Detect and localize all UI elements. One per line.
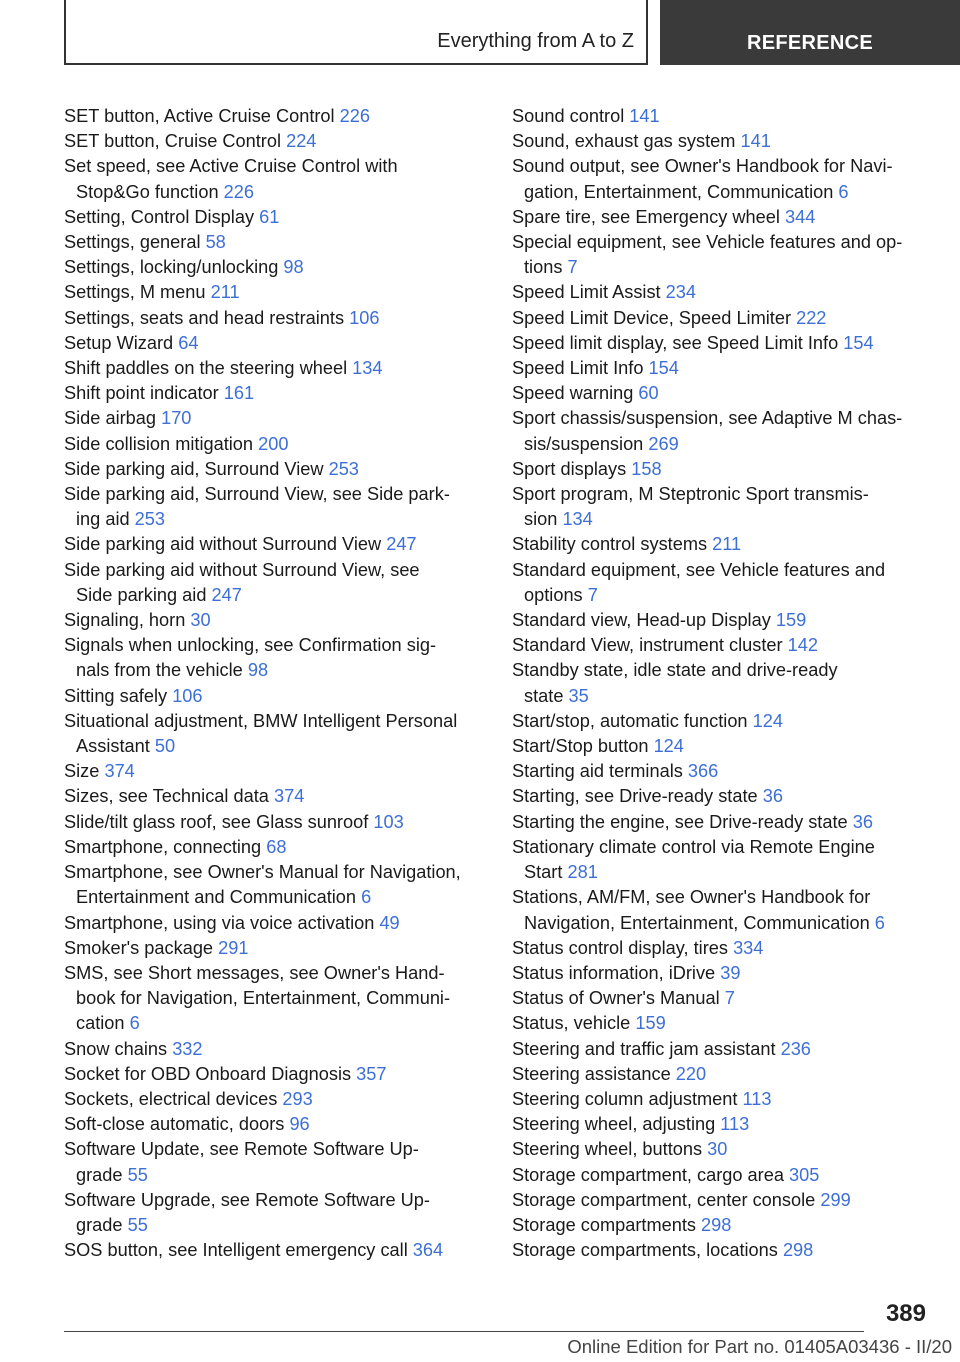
- index-entry: [512, 936, 932, 961]
- index-entry: [512, 709, 932, 734]
- index-entry: [64, 230, 484, 255]
- index-entry: [512, 129, 932, 154]
- index-entry: [64, 684, 484, 709]
- index-entry-text: Storage compartment, cargo area: [512, 1164, 784, 1185]
- index-entry: [512, 986, 932, 1011]
- index-entry-text: Side parking aid without Surround View, see: [64, 559, 420, 580]
- index-page-link[interactable]: 298: [701, 1214, 732, 1235]
- index-entry: [64, 936, 484, 961]
- index-page-link[interactable]: 281: [567, 862, 598, 883]
- index-page-link[interactable]: 6: [361, 887, 372, 908]
- header-chapter-title: REFERENCE: [746, 32, 874, 54]
- index-entry: [512, 1163, 932, 1188]
- index-entry-text: Settings, M menu: [64, 282, 206, 303]
- index-entry-text: Standard equipment, see Vehicle features and: [512, 559, 886, 580]
- index-page-link[interactable]: 159: [635, 1013, 666, 1034]
- index-page-link[interactable]: 142: [787, 635, 819, 656]
- index-entry-text: Size: [64, 761, 100, 782]
- index-entry: [512, 1213, 932, 1238]
- index-page-link[interactable]: 124: [653, 736, 684, 757]
- index-entry: [64, 205, 484, 230]
- index-page-link[interactable]: 61: [259, 206, 280, 227]
- index-page-link[interactable]: 39: [720, 962, 741, 983]
- index-entry-text: Steering assistance: [512, 1063, 671, 1084]
- index-entry-text: Side parking aid, Surround View: [64, 458, 324, 479]
- index-entry: [64, 306, 484, 331]
- index-entry-text: Shift point indicator: [64, 383, 219, 404]
- index-entry-text: Stability control systems: [512, 534, 708, 555]
- index-entry: [64, 104, 484, 129]
- index-page-link[interactable]: 96: [289, 1114, 310, 1135]
- index-page-link[interactable]: 113: [720, 1114, 750, 1135]
- index-entry-text: Standard View, instrument cluster: [512, 635, 783, 656]
- index-entry-text: Sizes, see Technical data: [64, 786, 269, 807]
- index-page-link[interactable]: 58: [205, 232, 226, 253]
- index-entry-text: Side parking aid, Surround View, see Side park-: [64, 484, 450, 505]
- index-entry-text: Smartphone, connecting: [64, 836, 262, 857]
- index-entry-text: Special equipment, see Vehicle features and op-: [512, 232, 903, 253]
- index-page-link[interactable]: 253: [328, 458, 359, 479]
- index-entry: [64, 1037, 484, 1062]
- index-entry-text: Software Upgrade, see Remote Software Up-: [64, 1189, 430, 1210]
- index-page-link[interactable]: 234: [665, 282, 697, 303]
- index-page-link[interactable]: 68: [266, 836, 287, 857]
- index-page-link[interactable]: 6: [838, 181, 849, 202]
- index-entry-text: nals from the vehicle: [76, 660, 243, 681]
- index-entry-text: Sound output, see Owner's Handbook for Navi-: [512, 156, 893, 177]
- index-page-link[interactable]: 159: [775, 610, 807, 631]
- index-entry-text: Standby state, idle state and drive-ready: [512, 660, 838, 681]
- index-entry-text: Stationary climate control via Remote Engine: [512, 836, 875, 857]
- index-page-link[interactable]: 344: [784, 206, 816, 227]
- index-entry: [64, 381, 484, 406]
- index-page-link[interactable]: 55: [127, 1214, 148, 1235]
- index-page-link[interactable]: 60: [638, 383, 659, 404]
- index-page-link[interactable]: 103: [373, 811, 404, 832]
- header-section-title: Everything from A to Z: [437, 30, 634, 52]
- index-entry-text: grade: [76, 1214, 123, 1235]
- index-entry-text: Stations, AM/FM, see Owner's Handbook for: [512, 887, 871, 908]
- index-entry: [512, 961, 932, 986]
- index-entry: [512, 1037, 932, 1062]
- index-entry-text: Start/Stop button: [512, 736, 649, 757]
- index-entry-text: Settings, seats and head restraints: [64, 307, 345, 328]
- index-entry: [512, 154, 932, 204]
- index-entry-text: Stop&Go function: [76, 181, 219, 202]
- index-entry-text: cation: [76, 1013, 125, 1034]
- index-entry: [64, 532, 484, 557]
- index-entry-text: Setting, Control Display: [64, 206, 255, 227]
- index-entry: [512, 1087, 932, 1112]
- index-page-link[interactable]: 7: [587, 584, 598, 605]
- index-page-link[interactable]: 291: [218, 937, 249, 958]
- index-entry-text: Slide/tilt glass roof, see Glass sunroof: [64, 811, 369, 832]
- index-entry-text: tions: [524, 257, 563, 278]
- index-page-link[interactable]: 98: [283, 257, 304, 278]
- index-page-link[interactable]: 334: [733, 937, 764, 958]
- index-entry-text: Speed limit display, see Speed Limit Info: [512, 332, 839, 353]
- index-entry-text: Start: [524, 862, 563, 883]
- index-entry: [512, 1137, 932, 1162]
- index-page-link[interactable]: 211: [712, 534, 742, 555]
- header-section-tab: [64, 0, 648, 65]
- index-entry-text: Assistant: [76, 736, 150, 757]
- index-entry-text: Storage compartments, locations: [512, 1240, 778, 1261]
- index-entry: [512, 306, 932, 331]
- index-entry-text: SET button, Active Cruise Control: [64, 106, 335, 126]
- index-page-link[interactable]: 374: [104, 761, 135, 782]
- index-page-link[interactable]: 6: [874, 912, 885, 933]
- index-page-link[interactable]: 55: [127, 1164, 148, 1185]
- index-entry-text: Starting the engine, see Drive-ready state: [512, 811, 848, 832]
- index-entry-text: options: [524, 584, 583, 605]
- index-entry: [512, 1112, 932, 1137]
- index-page-link[interactable]: 364: [412, 1240, 444, 1261]
- index-page-link[interactable]: 141: [629, 106, 660, 126]
- index-page-link[interactable]: 332: [172, 1038, 203, 1059]
- index-page-link[interactable]: 200: [258, 433, 289, 454]
- index-entry-text: Side parking aid without Surround View: [64, 534, 382, 555]
- index-entry-text: Sockets, electrical devices: [64, 1088, 278, 1109]
- index-entry: [64, 709, 484, 759]
- index-page-link[interactable]: 36: [852, 811, 873, 832]
- index-entry-text: Software Update, see Remote Software Up-: [64, 1139, 419, 1160]
- index-entry-text: sis/suspension: [524, 433, 644, 454]
- footer-edition-note: Online Edition for Part no. 01405A03436 - II/20: [567, 1336, 952, 1357]
- index-page-link[interactable]: 30: [707, 1139, 728, 1160]
- index-entry-text: Shift paddles on the steering wheel: [64, 358, 348, 379]
- index-entry: [64, 482, 484, 532]
- index-entry-text: Steering and traffic jam assistant: [512, 1038, 776, 1059]
- index-entry: [64, 759, 484, 784]
- index-entry-text: grade: [76, 1164, 123, 1185]
- index-column-right: [512, 104, 932, 1263]
- index-page-link[interactable]: 253: [134, 509, 166, 530]
- index-entry: [64, 633, 484, 683]
- index-entry-text: Sound control: [512, 106, 625, 126]
- index-page-link[interactable]: 305: [789, 1164, 820, 1185]
- index-entry: [64, 457, 484, 482]
- index-entry-text: Entertainment and Communication: [76, 887, 357, 908]
- index-entry-text: Status, vehicle: [512, 1013, 631, 1034]
- index-entry: [64, 961, 484, 1037]
- index-page-link[interactable]: 170: [161, 408, 192, 429]
- index-entry-text: ing aid: [76, 509, 130, 530]
- index-entry: [512, 885, 932, 935]
- index-page-link[interactable]: 298: [782, 1240, 814, 1261]
- index-entry-text: Sport chassis/suspension, see Adaptive M chas-: [512, 408, 903, 429]
- index-entry-text: Soft-close automatic, doors: [64, 1114, 285, 1135]
- index-entry: [512, 759, 932, 784]
- index-entry-text: Speed warning: [512, 383, 634, 404]
- index-page-link[interactable]: 236: [780, 1038, 811, 1059]
- index-page-link[interactable]: 124: [752, 710, 783, 731]
- index-entry-text: Speed Limit Device, Speed Limiter: [512, 307, 792, 328]
- index-page-link[interactable]: 293: [282, 1088, 313, 1109]
- index-entry: [64, 406, 484, 431]
- index-entry-text: Start/stop, automatic function: [512, 710, 748, 731]
- index-entry-text: Side parking aid: [76, 584, 207, 605]
- index-entry-text: Sport displays: [512, 458, 627, 479]
- index-entry: [64, 356, 484, 381]
- index-entry-text: Set speed, see Active Cruise Control with: [64, 156, 398, 177]
- index-page-link[interactable]: 220: [675, 1063, 707, 1084]
- index-entry-text: Storage compartment, center console: [512, 1189, 816, 1210]
- index-page-link[interactable]: 36: [762, 786, 783, 807]
- index-entry: [512, 734, 932, 759]
- index-page-link[interactable]: 224: [286, 131, 317, 152]
- index-entry: [512, 205, 932, 230]
- index-entry-text: Standard view, Head-up Display: [512, 610, 771, 631]
- index-entry-text: Speed Limit Info: [512, 358, 644, 379]
- index-entry: [512, 658, 932, 708]
- index-page-link[interactable]: 226: [339, 106, 371, 126]
- index-entry-text: Storage compartments: [512, 1214, 696, 1235]
- index-entry-text: SET button, Cruise Control: [64, 131, 282, 152]
- index-entry: [64, 1137, 484, 1187]
- index-entry: [512, 381, 932, 406]
- index-entry-text: Smartphone, see Owner's Manual for Navigation,: [64, 862, 461, 883]
- index-page-link[interactable]: 113: [742, 1088, 772, 1109]
- index-entry-text: SMS, see Short messages, see Owner's Hand-: [64, 962, 445, 983]
- index-entry-text: Status control display, tires: [512, 937, 728, 958]
- index-entry: [512, 457, 932, 482]
- index-entry: [64, 784, 484, 809]
- index-page-link[interactable]: 211: [210, 282, 240, 303]
- index-entry-text: Settings, general: [64, 232, 201, 253]
- index-entry-text: Speed Limit Assist: [512, 282, 661, 303]
- index-entry: [64, 1188, 484, 1238]
- index-entry: [64, 558, 484, 608]
- index-entry: [64, 860, 484, 910]
- header-chapter-tab: [660, 0, 960, 65]
- index-entry-text: Snow chains: [64, 1038, 168, 1059]
- footer-divider: [64, 1331, 864, 1332]
- index-entry: [512, 784, 932, 809]
- index-page-link[interactable]: 161: [223, 383, 255, 404]
- index-entry-text: Starting, see Drive-ready state: [512, 786, 758, 807]
- index-entry-text: Status information, iDrive: [512, 962, 716, 983]
- index-page-link[interactable]: 98: [247, 660, 269, 681]
- index-entry-text: Settings, locking/unlocking: [64, 257, 279, 278]
- index-entry: [512, 1238, 932, 1263]
- index-entry-text: Status of Owner's Manual: [512, 988, 720, 1009]
- index-page-link[interactable]: 7: [724, 988, 735, 1009]
- index-entry-text: sion: [524, 509, 558, 530]
- index-page-link[interactable]: 247: [386, 534, 417, 555]
- index-entry-text: Sound, exhaust gas system: [512, 131, 736, 152]
- index-entry: [512, 1188, 932, 1213]
- index-entry: [64, 432, 484, 457]
- index-page-link[interactable]: 134: [562, 509, 593, 530]
- index-page-link[interactable]: 64: [178, 332, 199, 353]
- index-entry-text: Steering wheel, adjusting: [512, 1114, 716, 1135]
- index-entry-text: Signaling, horn: [64, 610, 186, 631]
- index-page-link[interactable]: 357: [356, 1063, 387, 1084]
- index-page-link[interactable]: 269: [648, 433, 679, 454]
- index-entry-text: Side airbag: [64, 408, 157, 429]
- index-page-link[interactable]: 247: [211, 584, 242, 605]
- index-entry-text: gation, Entertainment, Communication: [524, 181, 834, 202]
- index-entry-text: Socket for OBD Onboard Diagnosis: [64, 1063, 352, 1084]
- index-entry: [512, 331, 932, 356]
- index-entry-text: Starting aid terminals: [512, 761, 683, 782]
- index-entry-text: Side collision mitigation: [64, 433, 254, 454]
- index-page-link[interactable]: 6: [129, 1013, 140, 1034]
- index-page-link[interactable]: 154: [843, 332, 874, 353]
- index-entry: [512, 406, 932, 456]
- index-entry: [512, 482, 932, 532]
- index-entry: [64, 129, 484, 154]
- index-entry: [512, 1011, 932, 1036]
- index-entry: [64, 608, 484, 633]
- index-entry-text: Navigation, Entertainment, Communication: [524, 912, 870, 933]
- index-page-link[interactable]: 35: [568, 685, 589, 706]
- index-entry: [64, 1238, 484, 1263]
- index-entry: [512, 633, 932, 658]
- index-entry-text: state: [524, 685, 564, 706]
- index-entry-text: Steering column adjustment: [512, 1088, 738, 1109]
- index-entry: [512, 1062, 932, 1087]
- index-page-link[interactable]: 7: [567, 257, 578, 278]
- index-page-link[interactable]: 299: [820, 1189, 851, 1210]
- index-entry: [64, 911, 484, 936]
- index-page-link[interactable]: 134: [352, 358, 383, 379]
- index-entry: [512, 280, 932, 305]
- index-entry-text: SOS button, see Intelligent emergency call: [64, 1240, 408, 1261]
- index-entry: [512, 532, 932, 557]
- index-page-link[interactable]: 50: [154, 736, 176, 757]
- index-page-link[interactable]: 226: [223, 181, 254, 202]
- index-entry: [64, 1087, 484, 1112]
- index-entry-text: Sport program, M Steptronic Sport transmis-: [512, 484, 869, 505]
- index-page-link[interactable]: 30: [190, 610, 211, 631]
- index-entry-text: book for Navigation, Entertainment, Communi-: [76, 988, 451, 1009]
- index-entry-text: Signals when unlocking, see Confirmation sig-: [64, 635, 437, 656]
- index-page-link[interactable]: 141: [740, 131, 771, 152]
- index-entry-text: Sitting safely: [64, 685, 168, 706]
- index-entry-text: Setup Wizard: [64, 332, 174, 353]
- index-page-link[interactable]: 158: [631, 458, 662, 479]
- index-page-link[interactable]: 106: [349, 307, 380, 328]
- index-entry: [64, 154, 484, 204]
- index-entry: [64, 331, 484, 356]
- index-entry: [64, 810, 484, 835]
- index-entry: [64, 1112, 484, 1137]
- index-entry: [512, 230, 932, 280]
- page-number: 389: [885, 1300, 926, 1327]
- index-page-link[interactable]: 154: [648, 358, 679, 379]
- index-page-link[interactable]: 49: [379, 912, 400, 933]
- index-page-link[interactable]: 106: [172, 685, 203, 706]
- index-page-link[interactable]: 222: [796, 307, 827, 328]
- index-column-left: [64, 104, 484, 1263]
- index-entry: [512, 608, 932, 633]
- index-entry-text: Spare tire, see Emergency wheel: [512, 206, 780, 227]
- index-entry: [64, 280, 484, 305]
- index-entry: [64, 255, 484, 280]
- index-entry: [512, 104, 932, 129]
- index-entry-text: Situational adjustment, BMW Intelligent Personal: [64, 710, 458, 731]
- index-entry: [512, 835, 932, 885]
- index-page-link[interactable]: 366: [687, 761, 719, 782]
- index-entry-text: Steering wheel, buttons: [512, 1139, 703, 1160]
- index-entry: [512, 356, 932, 381]
- index-entry: [512, 558, 932, 608]
- index-entry: [64, 835, 484, 860]
- index-page-link[interactable]: 374: [273, 786, 305, 807]
- index-entry: [512, 810, 932, 835]
- index-entry-text: Smartphone, using via voice activation: [64, 912, 375, 933]
- index-entry-text: Smoker's package: [64, 937, 214, 958]
- index-entry: [64, 1062, 484, 1087]
